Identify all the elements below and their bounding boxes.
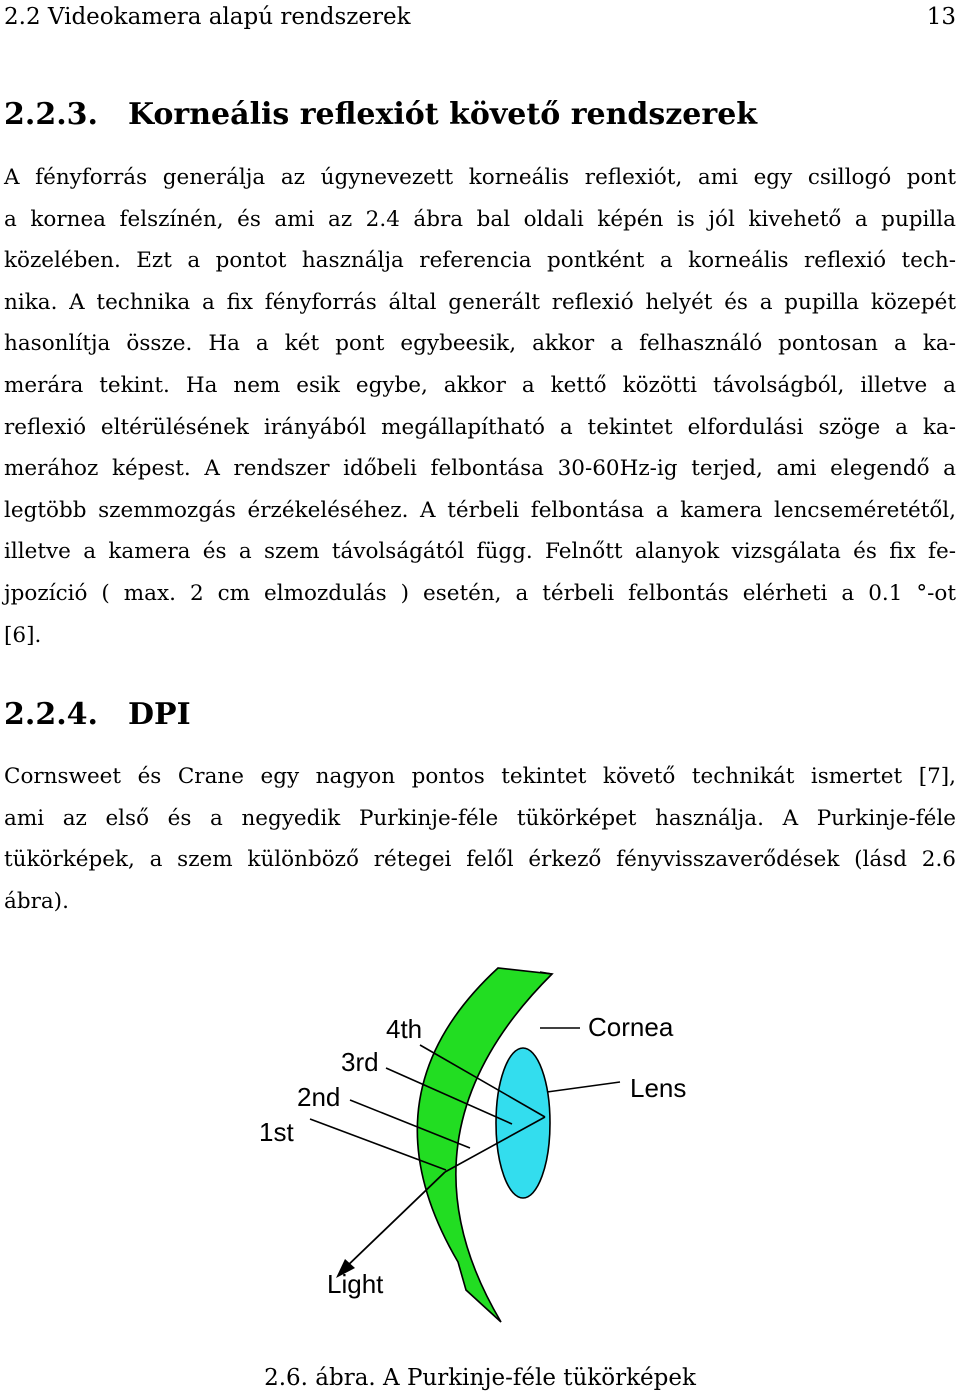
label-1st: 1st	[259, 1117, 294, 1147]
text-line: jpozíció ( max. 2 cm elmozdulás ) esetén, a térbeli felbontás elérheti a 0.1 °-ot	[4, 580, 956, 606]
text-line: tükörképek, a szem különböző rétegei felől érkező fényvisszaverődések (lásd 2.6	[4, 847, 956, 873]
text-line: nika. A technika a fix fényforrás által generált reflexió helyét és a pupilla közepét	[4, 289, 956, 315]
header-section-title: 2.2 Videokamera alapú rendszerek	[4, 4, 411, 30]
section-title: Korneális reflexiót követő rendszerek	[128, 97, 758, 132]
light-ray	[343, 1172, 445, 1270]
label-3rd: 3rd	[341, 1047, 379, 1077]
section-number: 2.2.3.	[4, 97, 98, 132]
label-light: Light	[327, 1269, 384, 1299]
running-header	[4, 0, 956, 34]
text-line: illetve a kamera és a szem távolságától függ. Felnőtt alanyok vizsgálata és fix fe-	[4, 539, 956, 565]
text-line: a kornea felszínén, és ami az 2.4 ábra bal oldali képén is jól kivehető a pupilla	[4, 206, 956, 232]
text-line: Cornsweet és Crane egy nagyon pontos tekintet követő technikát ismertet [7],	[4, 764, 956, 789]
text-line: ábra).	[4, 888, 69, 914]
lens-pointer-line	[547, 1082, 620, 1092]
purkinje-diagram	[240, 945, 760, 1330]
text-line: legtöbb szemmozgás érzékeléséhez. A térbeli felbontása a kamera lencseméretétől,	[4, 497, 956, 523]
lens-shape	[496, 1048, 550, 1198]
label-4th: 4th	[386, 1014, 423, 1044]
label-2nd: 2nd	[297, 1082, 341, 1112]
text-line: reflexió eltérülésének irányából megállapítható a tekintet elfordulási szöge a ka-	[4, 414, 956, 440]
section-heading-2-2-4	[4, 695, 191, 735]
paragraph-corneal-reflection	[4, 157, 956, 656]
page-number: 13	[926, 4, 956, 30]
text-line: közelében. Ezt a pontot használja referencia pontként a korneális reflexió tech-	[4, 248, 956, 274]
label-lens: Lens	[630, 1073, 687, 1103]
text-line: A fényforrás generálja az úgynevezett korneális reflexiót, ami egy csillogó pont	[4, 165, 956, 190]
text-line: merához képest. A rendszer időbeli felbontása 30-60Hz-ig terjed, ami elegendő a	[4, 456, 956, 482]
label-cornea: Cornea	[588, 1012, 674, 1042]
text-line: hasonlítja össze. Ha a két pont egybeesik, akkor a felhasználó pontosan a ka-	[4, 331, 956, 357]
paragraph-dpi	[4, 756, 956, 922]
text-line: [6].	[4, 622, 42, 648]
section-title: DPI	[128, 697, 191, 732]
section-number: 2.2.4.	[4, 697, 98, 732]
text-line: ami az első és a negyedik Purkinje-féle tükörképet használja. A Purkinje-féle	[4, 805, 956, 831]
section-heading-2-2-3	[4, 95, 757, 135]
figure-caption: 2.6. ábra. A Purkinje-féle tükörképek	[264, 1365, 696, 1391]
text-line: merára tekint. Ha nem esik egybe, akkor a kettő közötti távolságból, illetve a	[4, 372, 956, 398]
